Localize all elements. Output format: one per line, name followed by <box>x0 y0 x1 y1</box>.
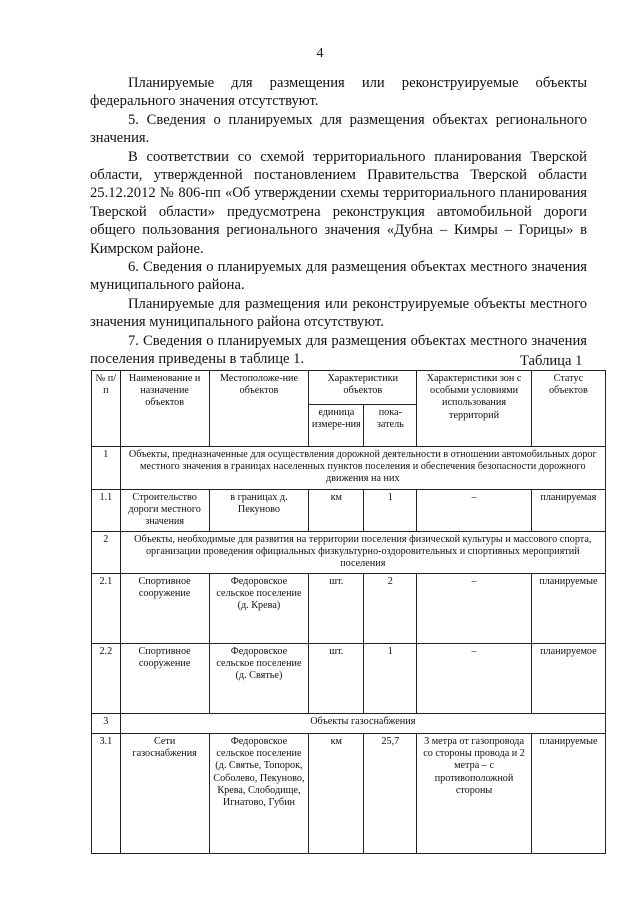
paragraph-federal: Планируемые для размещения или реконструируемые объекты федерального значения отсутствуют. <box>90 75 587 110</box>
row-num: 3.1 <box>92 734 121 854</box>
paragraph-heading-7: 7. Сведения о планируемых для размещения объектах местного значения поселения приведены в таблице 1. <box>90 332 587 368</box>
section-title: Объекты, предназначенные для осуществления дорожной деятельности в отношении автомобильных дорог местного значения в границах населенных пунктов поселения и обеспечения безопасности дорожного движения на них <box>120 447 605 490</box>
row-location: Федоровское сельское поселение (д. Крева) <box>209 574 309 644</box>
paragraph-district: Планируемые для размещения или реконструируемые объекты местного значения муниципального района отсутствуют. <box>90 295 587 331</box>
row-location: в границах д. Пекуново <box>209 490 309 532</box>
section-title: Объекты газоснабжения <box>120 714 605 734</box>
header-name: Наименование и назначение объектов <box>120 371 209 447</box>
table-row <box>92 447 606 490</box>
row-unit: км <box>309 490 364 532</box>
row-name: Строительство дороги местного значения <box>120 490 209 532</box>
row-zones: 3 метра от газопровода со стороны провода и 2 метра – с противоположной стороны <box>417 734 531 854</box>
table-row <box>92 734 606 854</box>
row-location: Федоровское сельское поселение (д. Святье, Топорок, Соболево, Пекуново, Крева, Слободище, Игнатово, Губин <box>209 734 309 854</box>
table-row <box>92 574 606 644</box>
row-zones: – <box>417 574 531 644</box>
row-value: 2 <box>364 574 417 644</box>
row-value: 1 <box>364 644 417 714</box>
objects-table <box>91 370 606 854</box>
row-name: Спортивное сооружение <box>120 644 209 714</box>
row-num: 2 <box>92 532 121 574</box>
table-row <box>92 532 606 574</box>
table-row <box>92 644 606 714</box>
table-header-row <box>92 371 606 405</box>
row-unit: км <box>309 734 364 854</box>
table-caption: Таблица 1 <box>520 353 583 369</box>
paragraph-regional: В соответствии со схемой территориального планирования Тверской области, утвержденной постановлением Правительства Тверской области 25.12.2012 № 806-пп «Об утверждении схемы территориального планирования Тверской области» предусмотрена реконструкция автомобильной дороги общего пользования регионального значения «Дубна – Кимры – Горицы» в Кимрском районе. <box>90 148 587 257</box>
row-status: планируемые <box>531 734 605 854</box>
row-num: 1 <box>92 447 121 490</box>
row-status: планируемые <box>531 574 605 644</box>
header-indicator: пока-затель <box>364 405 417 447</box>
row-num: 2.1 <box>92 574 121 644</box>
row-unit: шт. <box>309 574 364 644</box>
header-location: Местоположе-ние объектов <box>209 371 309 447</box>
row-num: 1.1 <box>92 490 121 532</box>
table-row <box>92 490 606 532</box>
row-num: 3 <box>92 714 121 734</box>
header-num: № п/п <box>92 371 121 447</box>
row-status: планируемая <box>531 490 605 532</box>
row-num: 2.2 <box>92 644 121 714</box>
row-location: Федоровское сельское поселение (д. Святье) <box>209 644 309 714</box>
header-zones: Характеристики зон с особыми условиями использования территорий <box>417 371 531 447</box>
page-number: 4 <box>316 46 324 61</box>
row-value: 25,7 <box>364 734 417 854</box>
row-value: 1 <box>364 490 417 532</box>
table-row <box>92 714 606 734</box>
row-name: Сети газоснабжения <box>120 734 209 854</box>
header-status: Статус объектов <box>531 371 605 447</box>
header-characteristics: Характеристики объектов <box>309 371 417 405</box>
row-name: Спортивное сооружение <box>120 574 209 644</box>
paragraph-heading-5: 5. Сведения о планируемых для размещения объектах регионального значения. <box>90 111 587 147</box>
row-zones: – <box>417 644 531 714</box>
row-status: планируемое <box>531 644 605 714</box>
section-title: Объекты, необходимые для развития на территории поселения физической культуры и массового спорта, организации проведения официальных физкультурно-оздоровительных и спортивных мероприятий поселения <box>120 532 605 574</box>
body-text <box>90 74 587 369</box>
paragraph-heading-6: 6. Сведения о планируемых для размещения объектах местного значения муниципального района. <box>90 259 587 294</box>
header-unit: единица измере-ния <box>309 405 364 447</box>
row-unit: шт. <box>309 644 364 714</box>
row-zones: – <box>417 490 531 532</box>
